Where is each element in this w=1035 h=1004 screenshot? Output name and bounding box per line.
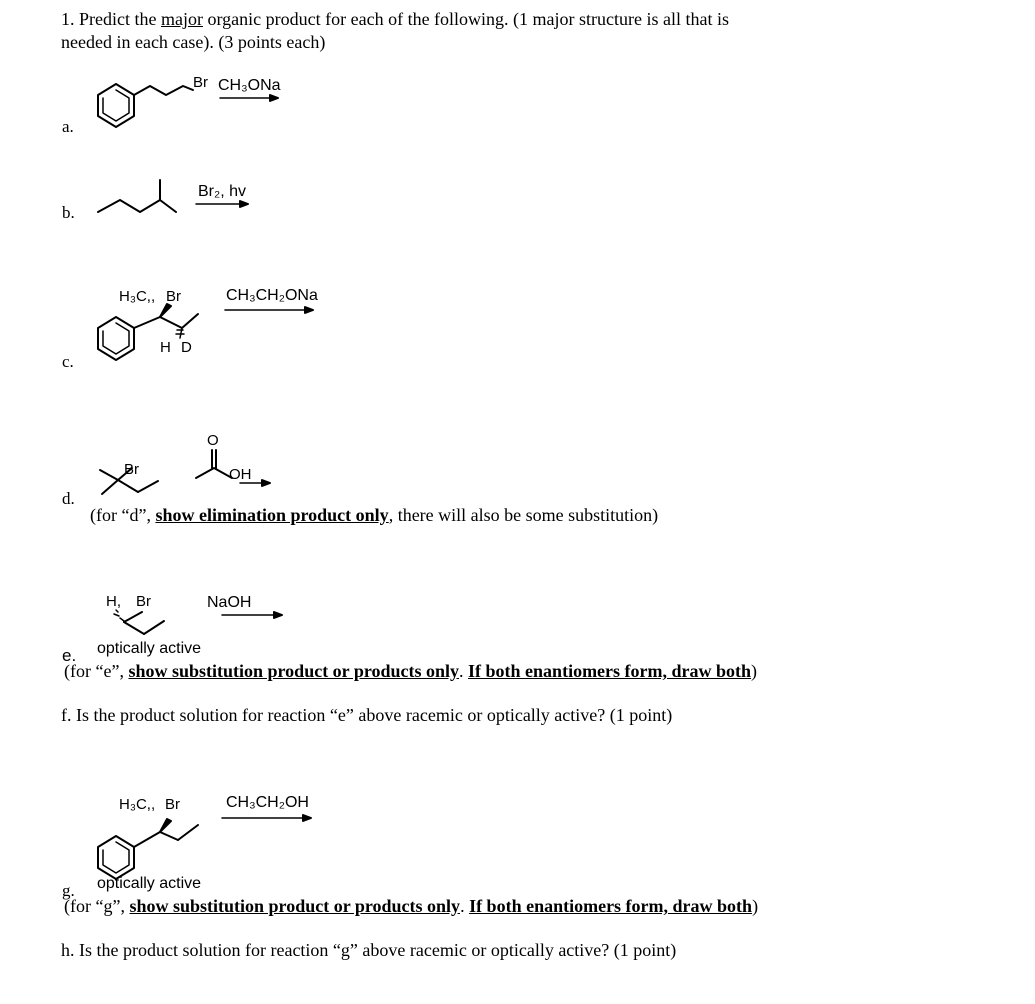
part-g-note-mid: . bbox=[460, 896, 470, 916]
part-g-note-pre: (for “g”, bbox=[64, 896, 130, 916]
part-e-note-bold-2: If both enantiomers form, draw both bbox=[468, 661, 752, 681]
part-g-note-bold-1: show substitution product or products only bbox=[129, 896, 461, 916]
part-e-note-pre: (for “e”, bbox=[64, 661, 129, 681]
part-d-label: d. bbox=[62, 489, 75, 508]
part-b-reagent: Br₂, hv bbox=[198, 183, 246, 200]
part-a-label: a. bbox=[62, 117, 74, 136]
part-g-reagent: CH₃CH₂OH bbox=[226, 794, 309, 811]
part-g-note-bold-2: If both enantiomers form, draw both bbox=[469, 896, 753, 916]
part-c-label: c. bbox=[62, 352, 74, 371]
part-b-label: b. bbox=[62, 203, 75, 222]
part-d-note-post: , there will also be some substitution) bbox=[388, 505, 659, 525]
part-g-note bbox=[64, 896, 758, 917]
part-c-reagent: CH₃CH₂ONa bbox=[226, 287, 318, 304]
part-f-question: f. Is the product solution for reaction “e” above racemic or optically active? (1 point) bbox=[61, 705, 673, 725]
part-d-note-pre: (for “d”, bbox=[90, 505, 156, 525]
part-e-optical: optically active bbox=[97, 640, 202, 657]
part-g-br: Br bbox=[165, 796, 180, 813]
part-g-label: g. bbox=[62, 881, 75, 900]
question-text-pre: 1. Predict the bbox=[61, 9, 161, 29]
part-e-note-post: ) bbox=[751, 661, 758, 681]
part-e-h: H, bbox=[106, 593, 121, 610]
part-e-note-bold-1: show substitution product or products only bbox=[128, 661, 460, 681]
part-a-reagent: CH₃ONa bbox=[218, 77, 281, 94]
part-d-oh: OH bbox=[229, 466, 252, 483]
question-text-post: organic product for each of the following. (1 major structure is all that is bbox=[202, 9, 730, 29]
part-c-h: H bbox=[160, 339, 171, 356]
part-d-br: Br bbox=[124, 461, 139, 478]
part-h-question: h. Is the product solution for reaction “g” above racemic or optically active? (1 point) bbox=[61, 940, 677, 960]
part-e-label: e. bbox=[62, 646, 77, 665]
major-underlined: major bbox=[160, 9, 203, 29]
part-e-reagent: NaOH bbox=[207, 594, 252, 611]
part-d-o: O bbox=[207, 432, 219, 449]
part-d-note-bold: show elimination product only bbox=[155, 505, 389, 525]
part-c-br: Br bbox=[166, 288, 181, 305]
part-c-d: D bbox=[181, 339, 192, 356]
part-c-h3c: H₃C,, bbox=[119, 288, 156, 305]
question-line-2: needed in each case). (3 points each) bbox=[61, 32, 326, 52]
part-a-br: Br bbox=[193, 74, 208, 91]
part-g-optical: optically active bbox=[97, 875, 202, 892]
part-g-h3c: H₃C,, bbox=[119, 796, 156, 813]
part-g-note-post: ) bbox=[752, 896, 759, 916]
part-e-note-mid: . bbox=[459, 661, 469, 681]
part-e-br: Br bbox=[136, 593, 151, 610]
